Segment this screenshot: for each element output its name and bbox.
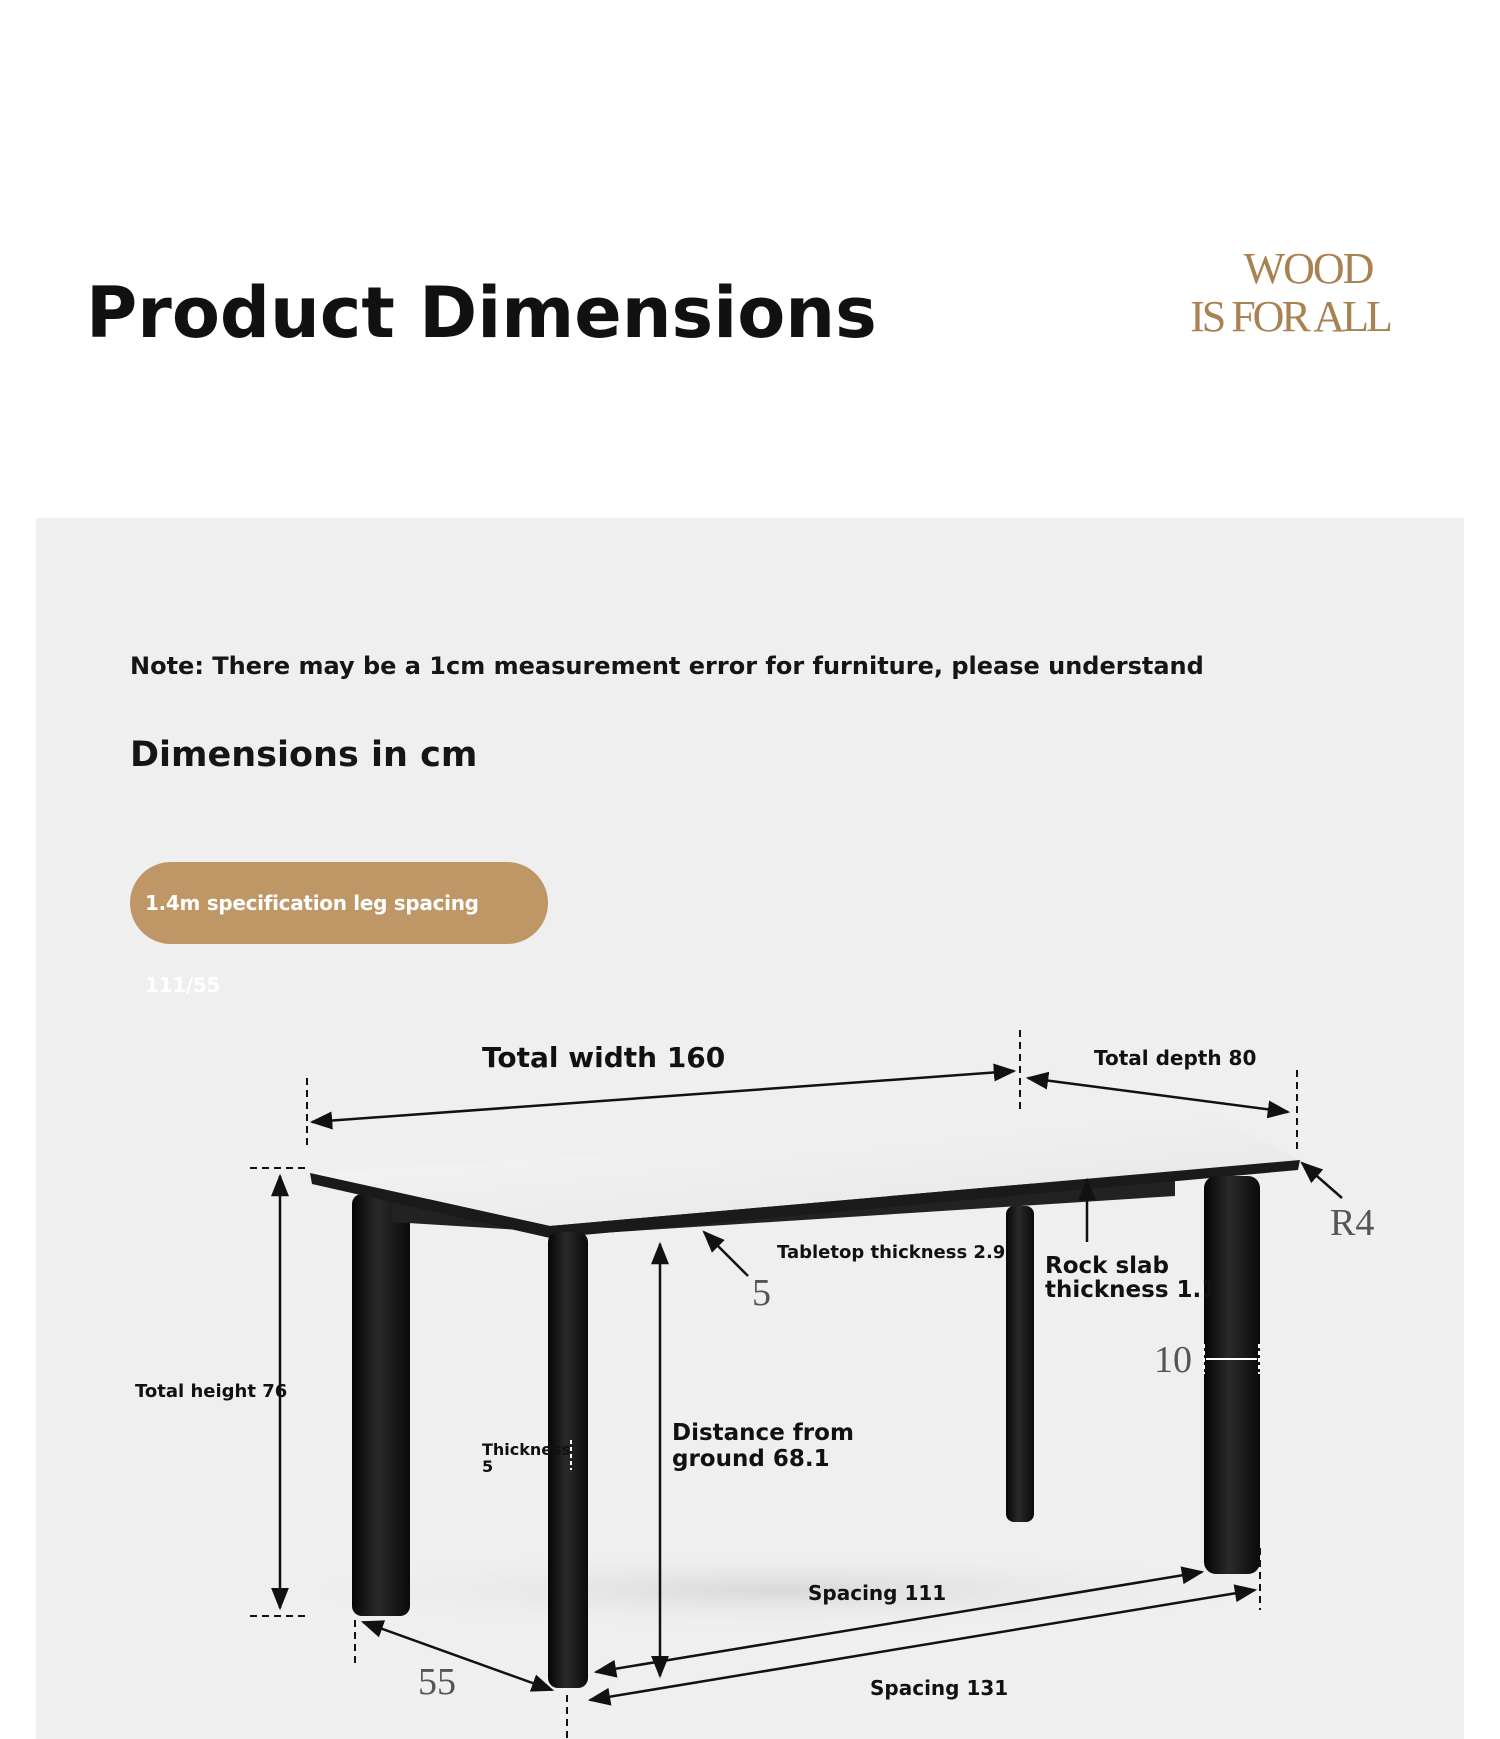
total-depth-arrow — [1028, 1078, 1288, 1112]
units-heading: Dimensions in cm — [130, 735, 478, 775]
rock-slab-label-2: thickness 1.1 — [1045, 1277, 1218, 1303]
ground-distance-label-1: Distance from — [672, 1420, 854, 1446]
back-left-leg — [352, 1194, 410, 1616]
page-title: Product Dimensions — [86, 272, 877, 354]
front-left-leg — [548, 1232, 588, 1688]
leg-width-label: 10 — [1154, 1339, 1192, 1381]
logo-line-1: WOOD — [1243, 244, 1373, 293]
leg-depth-arrow — [363, 1622, 552, 1690]
measurement-note: Note: There may be a 1cm measurement error for furniture, please understand — [130, 652, 1204, 680]
back-right-leg — [1006, 1206, 1034, 1522]
leg-thickness-label-2: 5 — [482, 1457, 494, 1476]
total-width-label: Total width 160 — [482, 1041, 726, 1074]
spacing-inner-label: Spacing 111 — [808, 1581, 947, 1605]
ground-distance-label-2: ground 68.1 — [672, 1446, 830, 1472]
apron-arrow — [704, 1232, 748, 1276]
leg-thickness-label-1: Thickness — [482, 1440, 572, 1459]
corner-radius-label: R4 — [1330, 1202, 1375, 1244]
floor-shadow — [260, 1548, 1300, 1632]
corner-radius-arrow — [1302, 1163, 1342, 1198]
leg-depth-label: 55 — [418, 1661, 456, 1703]
spacing-outer-label: Spacing 131 — [870, 1676, 1009, 1700]
rock-slab-label-1: Rock slab — [1045, 1253, 1170, 1279]
total-width-arrow — [312, 1071, 1014, 1122]
total-height-label: Total height 76 — [135, 1381, 288, 1402]
front-right-leg — [1204, 1176, 1260, 1574]
apron-value-label: 5 — [752, 1272, 771, 1314]
tabletop-thickness-label: Tabletop thickness 2.9 — [777, 1242, 1006, 1263]
spec-badge: 1.4m specification leg spacing 111/55 — [130, 862, 548, 944]
total-depth-label: Total depth 80 — [1094, 1046, 1257, 1070]
logo-line-2: IS FOR ALL — [1190, 292, 1390, 341]
